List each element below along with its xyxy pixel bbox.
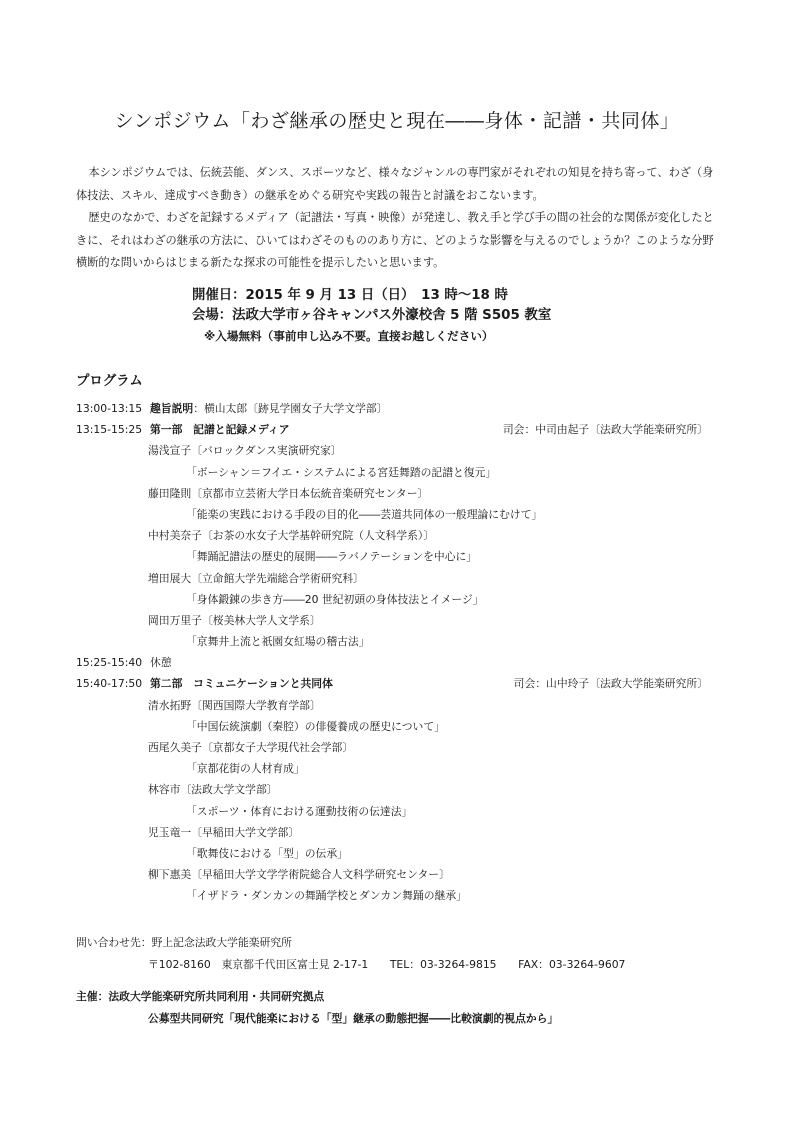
talk-row	[76, 462, 716, 483]
session-title	[150, 398, 388, 419]
contact-info	[76, 932, 625, 976]
talk-row	[76, 885, 716, 906]
program-heading: プログラム	[76, 374, 143, 389]
program-list	[76, 398, 716, 907]
sponsor-project: 公募型共同研究「現代能楽における「型」継承の動態把握――比較演劇的視点から」	[148, 1012, 559, 1025]
talk-title: 「舞踊記譜法の歴史的展開――ラバノテーションを中心に」	[186, 550, 478, 564]
speaker-row	[76, 695, 716, 716]
speaker-name: 林容市〔法政大学文学部〕	[148, 783, 278, 797]
speaker-row	[76, 568, 716, 589]
session-title	[150, 673, 333, 694]
intro-paragraph: 歴史のなかで、わざを記録するメディア（記譜法・写真・映像）が発達し、教え手と学び手の間の社会的な関係が変化したときに、それはわざの継承の方法に、ひいてはわざそのもののあり方に、どのような影響を与えるのでしょうか？このような分野横断的な問いからはじまる新たな探求の可能性を提示したいと思います。	[76, 211, 714, 269]
speaker-name: 児玉竜一〔早稲田大学文学部〕	[148, 825, 300, 839]
speaker-name: 中村美奈子〔お茶の水女子大学基幹研究院（人文科学系）〕	[148, 529, 435, 543]
talk-title: 「身体鍛錬の歩き方――20 世紀初頭の身体技法とイメージ」	[186, 592, 484, 606]
contact-label: 問い合わせ先：野上記念法政大学能楽研究所	[76, 936, 292, 949]
talk-row	[76, 631, 716, 652]
session-label: 第一部 記譜と記録メディア	[150, 423, 290, 437]
session-title	[150, 419, 290, 440]
speaker-row	[76, 737, 716, 758]
program-row-part1	[76, 419, 716, 440]
session-presenter: ：横山太郎〔跡見学園女子大学文学部〕	[193, 402, 388, 415]
event-venue: 会場：法政大学市ヶ谷キャンパス外濠校舎 5 階 S505 教室	[192, 308, 552, 323]
talk-title: 「京舞井上流と祇園女紅場の稽古法」	[186, 635, 370, 649]
speaker-row	[76, 440, 716, 461]
speaker-row	[76, 779, 716, 800]
speaker-name: 藤田隆則〔京都市立芸術大学日本伝統音楽研究センター〕	[148, 486, 429, 500]
page-title: シンポジウム「わざ継承の歴史と現在――身体・記譜・共同体」	[114, 110, 680, 132]
time-slot: 13:15-15:25	[76, 423, 143, 437]
speaker-row	[76, 483, 716, 504]
speaker-name: 湯浅宣子〔バロックダンス実演研究家〕	[148, 444, 342, 458]
intro-paragraph: 本シンポジウムでは、伝統芸能、ダンス、スポーツなど、様々なジャンルの専門家がそれぞれの知見を持ち寄って、わざ（身体技法、スキル、達成すべき動き）の継承をめぐる研究や実践の報告と討議をおこないます。	[76, 166, 714, 202]
speaker-row	[76, 864, 716, 885]
talk-row	[76, 801, 716, 822]
session-chair: 司会：山中玲子〔法政大学能楽研究所〕	[513, 677, 708, 691]
sponsor-main: 主催：法政大学能楽研究所共同利用・共同研究拠点	[76, 990, 325, 1003]
talk-title: 「京都花街の人材育成」	[186, 762, 305, 776]
speaker-row	[76, 610, 716, 631]
talk-title: 「能楽の実践における手段の目的化――芸道共同体の一般理論にむけて」	[186, 507, 543, 521]
program-row-break	[76, 652, 716, 673]
program-row-opening	[76, 398, 716, 419]
talk-title: 「ボーシャン＝フイエ・システムによる宮廷舞踏の記譜と復元」	[186, 465, 497, 479]
talk-title: 「スポーツ・体育における運動技術の伝達法」	[186, 804, 413, 818]
intro-text	[76, 162, 716, 275]
talk-title: 「中国伝統演劇（秦腔）の俳優養成の歴史について」	[186, 719, 445, 733]
talk-row	[76, 758, 716, 779]
talk-row	[76, 716, 716, 737]
session-chair: 司会：中司由起子〔法政大学能楽研究所〕	[502, 423, 708, 437]
time-slot: 13:00-13:15	[76, 402, 143, 415]
talk-row	[76, 589, 716, 610]
speaker-name: 清水拓野〔関西国際大学教育学部〕	[148, 698, 321, 712]
talk-row	[76, 546, 716, 567]
speaker-name: 岡田万里子〔桜美林大学人文学系〕	[148, 613, 321, 627]
event-note: ※入場無料（事前申し込み不要。直接お越しください）	[204, 329, 494, 343]
event-info	[192, 286, 551, 346]
time-slot: 15:25-15:40	[76, 656, 143, 670]
time-slot: 15:40-17:50	[76, 677, 143, 691]
sponsor-info	[76, 986, 558, 1030]
speaker-row	[76, 525, 716, 546]
contact-address: 〒102-8160 東京都千代田区富士見 2-17-1 TEL：03-3264-9815 FAX：03-3264-9607	[148, 958, 626, 971]
talk-row	[76, 504, 716, 525]
session-label: 趣旨説明	[150, 402, 194, 415]
talk-title: 「歌舞伎における「型」の伝承」	[186, 846, 348, 860]
speaker-name: 増田展大〔立命館大学先端総合学術研究科〕	[148, 571, 364, 585]
speaker-name: 柳下惠美〔早稲田大学文学学術院総合人文科学研究センター〕	[148, 868, 450, 882]
session-label: 第二部 コミュニケーションと共同体	[150, 677, 333, 691]
speaker-name: 西尾久美子〔京都女子大学現代社会学部〕	[148, 741, 354, 754]
talk-row	[76, 843, 716, 864]
break-label: 休憩	[150, 656, 172, 670]
event-date: 開催日：2015 年 9 月 13 日（日） 13 時～18 時	[192, 288, 508, 303]
speaker-row	[76, 822, 716, 843]
program-row-part2	[76, 673, 716, 694]
talk-title: 「イザドラ・ダンカンの舞踊学校とダンカン舞踊の継承」	[186, 889, 467, 903]
